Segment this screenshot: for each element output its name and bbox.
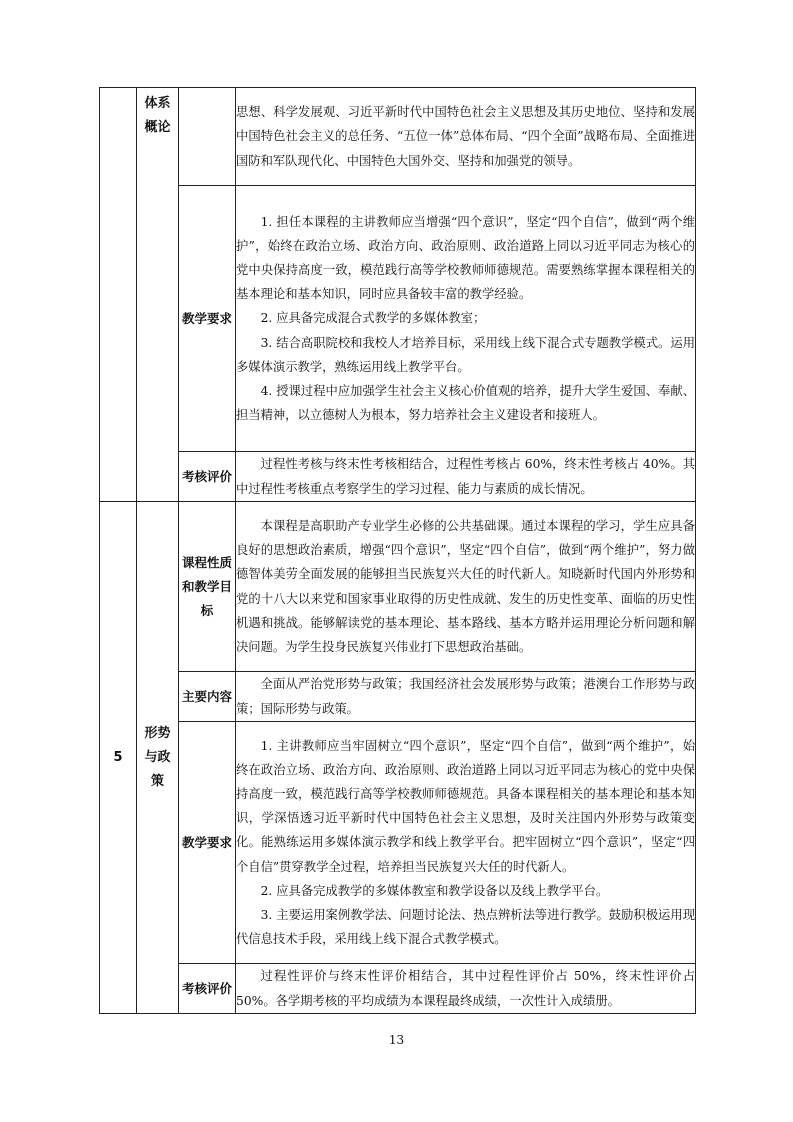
page-number: 13 xyxy=(388,1033,405,1047)
table-row xyxy=(100,502,696,672)
content-label-cell xyxy=(179,88,236,186)
teaching-requirements-text: 1. 担任本课程的主讲教师应当增强“四个意识”，坚定“四个自信”，做到“两个维护”，始终在政治立场、政治方向、政治原则、政治道路上同以习近平同志为核心的党中央保持高度一致，模范践行高等学校教师师德规范。需要熟练掌握本课程相关的基本理论和基本知识，同时应具备较丰富的教学经验。 2. 应具备完成混合式教学的多媒体教室； 3. 结合高职院校和我校人才培养目标，采用线上线下混合式专题教学模式。运用多媒体演示教学，熟练运用线上教学平台。 4. 授课过程中应加强学生社会主义核心价值观的培养，提升大学生爱国、奉献、担当精神，以立德树人为根本，努力培养社会主义建设者和接班人。 xyxy=(236,186,696,452)
main-content-text: 全面从严治党形势与政策；我国经济社会发展形势与政策；港澳台工作形势与政策；国际形势与政策。 xyxy=(236,672,696,722)
content-text-cell: 思想、科学发展观、习近平新时代中国特色社会主义思想及其历史地位、坚持和发展中国特色社会主义的总任务、“五位一体”总体布局、“四个全面”战略布局、全面推进国防和军队现代化、中国特色大国外交、坚持和加强党的领导。 xyxy=(236,88,696,186)
assessment-label: 考核评价 xyxy=(179,452,236,502)
table-row xyxy=(100,672,696,722)
assessment-text: 过程性评价与终末性评价相结合，其中过程性评价占 50%，终末性评价占 50%。各学期考核的平均成绩为本课程最终成绩，一次性计入成绩册。 xyxy=(236,964,696,1014)
course-name-cell: 形势 与政 策 xyxy=(137,502,179,1014)
nature-objectives-text: 本课程是高职助产专业学生必修的公共基础课。通过本课程的学习，学生应具备良好的思想政治素质，增强“四个意识”，坚定“四个自信”，做到“两个维护”，努力做德智体美劳全面发展的能够担当民族复兴大任的时代新人。知晓新时代国内外形势和党的十八大以来党和国家事业取得的历史性成就、发生的历史性变革、面临的历史性机遇和挑战。能够解读党的基本理论、基本路线、基本方略并运用理论分析问题和解决问题。为学生投身民族复兴伟业打下思想政治基础。 xyxy=(236,502,696,672)
assessment-text: 过程性考核与终末性考核相结合，过程性考核占 60%，终末性考核占 40%。其中过程性考核重点考察学生的学习过程、能力与素质的成长情况。 xyxy=(236,452,696,502)
teaching-requirements-text: 1. 主讲教师应当牢固树立“四个意识”，坚定“四个自信”，做到“两个维护”，始终在政治立场、政治方向、政治原则、政治道路上同以习近平同志为核心的党中央保持高度一致，模范践行高等学校教师师德规范。具备本课程相关的基本理论和基本知识，学深悟透习近平新时代中国特色社会主义思想，及时关注国内外形势与政策变化。能熟练运用多媒体演示教学和线上教学平台。把牢固树立“四个意识”，坚定“四个自信”贯穿教学全过程，培养担当民族复兴大任的时代新人。 2. 应具备完成教学的多媒体教室和教学设备以及线上教学平台。 3. 主要运用案例教学法、问题讨论法、热点辨析法等进行教学。鼓励积极运用现代信息技术手段，采用线上线下混合式教学模式。 xyxy=(236,722,696,964)
course-number-cell: 5 xyxy=(100,502,137,1014)
course-number-cell xyxy=(100,88,137,502)
table-row xyxy=(100,722,696,964)
table-row xyxy=(100,88,696,186)
main-content-label: 主要内容 xyxy=(179,672,236,722)
nature-objectives-label: 课程性质和教学目标 xyxy=(179,502,236,672)
teaching-requirements-label: 教学要求 xyxy=(179,722,236,964)
table-row xyxy=(100,964,696,1014)
course-table xyxy=(99,87,696,1014)
teaching-requirements-label: 教学要求 xyxy=(179,186,236,452)
course-name-cell: 体系 概论 xyxy=(137,88,179,502)
assessment-label: 考核评价 xyxy=(179,964,236,1014)
table-row xyxy=(100,186,696,452)
table-row xyxy=(100,452,696,502)
